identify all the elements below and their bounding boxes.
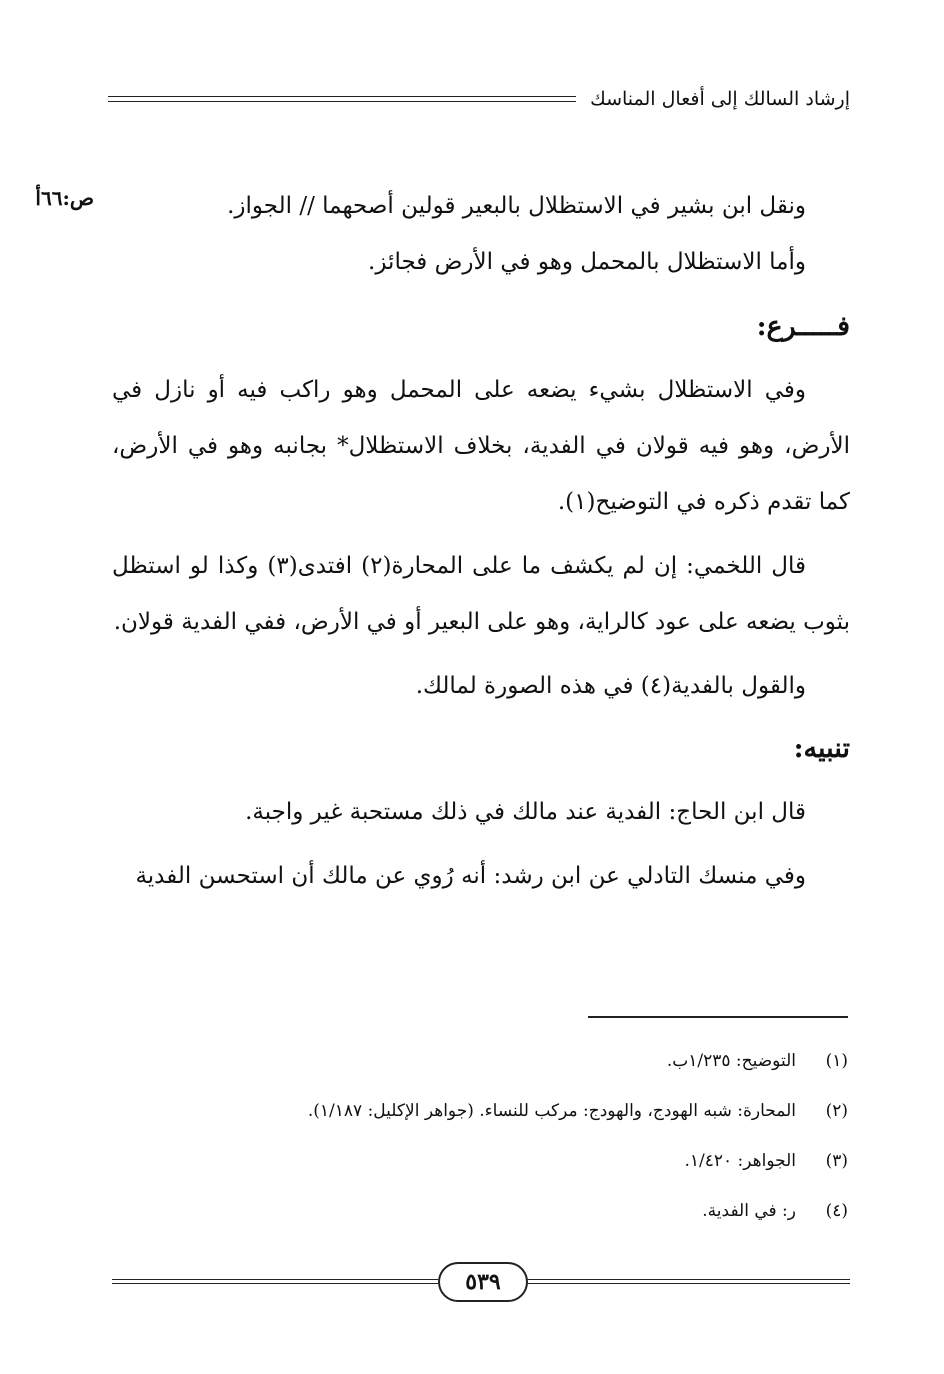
footnote-item: [112, 1186, 848, 1236]
footnote-text: الجواهر: ١/٤٢٠.: [684, 1151, 796, 1171]
paragraph-2: وأما الاستظلال بالمحمل وهو في الأرض فجائز.: [368, 249, 806, 275]
footnote-number: (٤): [825, 1201, 848, 1221]
paragraph-6: قال ابن الحاج: الفدية عند مالك في ذلك مستحبة غير واجبة.: [245, 799, 806, 825]
paragraph-4: قال اللخمي: إن لم يكشف ما على المحارة(٢) افتدى(٣) وكذا لو استظل بثوب يضعه على عود كالراية، وهو على البعير أو في الأرض، ففي الفدية قولان.: [112, 553, 850, 635]
page-number-ornament: [112, 1262, 850, 1302]
main-text: [112, 178, 850, 904]
footnote-text: التوضيح: ١/٢٣٥ب.: [666, 1051, 796, 1071]
footnote-number: (٢): [825, 1101, 848, 1121]
footnote-item: [112, 1136, 848, 1186]
page-number-rule-right: [524, 1279, 850, 1284]
paragraph-7: وفي منسك التادلي عن ابن رشد: أنه رُوي عن مالك أن استحسن الفدية: [135, 863, 806, 889]
footnote-text: ر: في الفدية.: [702, 1201, 796, 1221]
footnote-separator: [588, 1016, 848, 1018]
header-rule: [108, 96, 576, 102]
page-number: ٥٣٩: [438, 1262, 528, 1302]
running-header: [108, 84, 850, 114]
section-heading-far: فـــــرع:: [756, 311, 850, 342]
footnote-item: [112, 1036, 848, 1086]
paragraph-1: ونقل ابن بشير في الاستظلال بالبعير قولين أصحهما // الجواز.: [227, 193, 806, 219]
footnotes: [112, 1036, 848, 1236]
footnote-number: (١): [825, 1051, 848, 1071]
footnote-number: (٣): [825, 1151, 848, 1171]
header-title: إرشاد السالك إلى أفعال المناسك: [590, 88, 850, 110]
section-heading-tanbih: تنبيه:: [793, 733, 850, 764]
footnote-text: المحارة: شبه الهودج، والهودج: مركب للنساء. (جواهر الإكليل: ١/١٨٧).: [307, 1101, 796, 1121]
paragraph-5: والقول بالفدية(٤) في هذه الصورة لمالك.: [415, 673, 806, 699]
page-number-rule-left: [112, 1279, 438, 1284]
paragraph-3: وفي الاستظلال بشيء يضعه على المحمل وهو راكب فيه أو نازل في الأرض، وهو فيه قولان في الفدية، بخلاف الاستظلال* بجانبه وهو في الأرض، كما تقدم ذكره في التوضيح(١).: [112, 377, 850, 515]
margin-folio-reference: ص:٦٦أ: [35, 186, 94, 210]
footnote-item: [112, 1086, 848, 1136]
